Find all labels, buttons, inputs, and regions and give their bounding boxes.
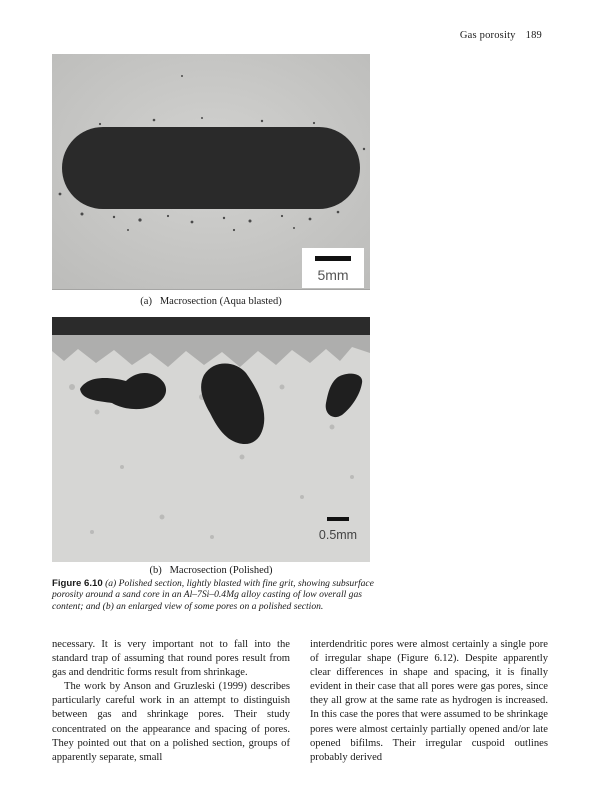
subcaption-a: (a) Macrosection (Aqua blasted)	[140, 296, 282, 307]
running-head	[460, 30, 542, 41]
body-column-right	[310, 638, 548, 765]
paragraph: necessary. It is very important not to fall into the standard trap of assuming that round pores result from gas and dendritic forms result from shrinkage.	[52, 639, 290, 679]
figure-caption	[52, 578, 378, 612]
page-number: 189	[525, 30, 542, 41]
scale-bar-label: 0.5mm	[318, 528, 358, 542]
scale-bar-line	[327, 517, 349, 521]
scale-bar-label: 5mm	[317, 267, 349, 283]
caption-text: (a) Polished section, lightly blasted with fine grit, showing subsurface porosity around a sand core in an Al–7Si–0.4Mg alloy casting of low overall gas content; and (b) an enlarged view of some pores on a polished section.	[52, 578, 374, 612]
figure-b-macrograph	[52, 317, 370, 562]
scale-bar-line	[315, 256, 351, 261]
caption-lead: Figure 6.10	[52, 578, 103, 589]
scale-bar-b	[316, 513, 360, 545]
paragraph: interdendritic pores were almost certainly a single pore of irregular shape (Figure 6.12). Despite apparently clear differences in shape and spacing, it is finally evident in their case that all pores were gas pores, since they all grow at the same rate as hydrogen is increased. In this case the pores that were assumed to be shrinkage pores were almost certainly partially opened and/or late opened bifilms. Their irregular cuspoid outlines probably derived	[310, 639, 548, 763]
paragraph: The work by Anson and Gruzleski (1999) describes particularly careful work in an attempt to distinguish between gas and shrinkage pores. Their study concentrated on the appearance and spacing of pores. They pointed out that on a polished section, groups of apparently separate, small	[52, 681, 290, 763]
body-column-left	[52, 638, 290, 765]
figure-a-macrograph	[52, 54, 370, 290]
scale-bar-a	[302, 248, 364, 288]
subcaption-b: (b) Macrosection (Polished)	[149, 565, 273, 576]
running-head-title: Gas porosity	[459, 30, 516, 41]
